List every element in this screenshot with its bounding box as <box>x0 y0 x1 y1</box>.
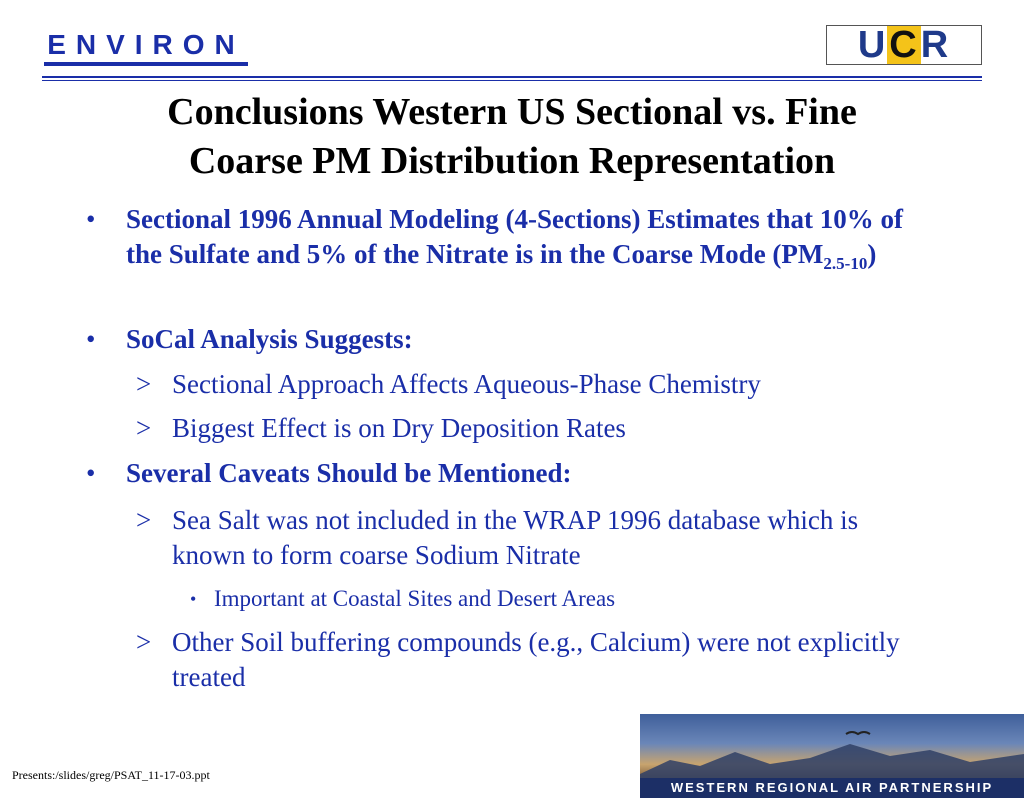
bullet-dot-icon: • <box>86 458 96 488</box>
bullet-dot-icon: • <box>86 324 96 354</box>
bullet-dot-icon: • <box>86 204 96 234</box>
sub-bullet-text: Sectional Approach Affects Aqueous-Phase Chemistry <box>172 369 761 399</box>
environ-logo-text: ENVIRON <box>47 29 245 60</box>
footer-file-path: Presents:/slides/greg/PSAT_11-17-03.ppt <box>12 768 210 782</box>
sub-sub-bullet-text: Important at Coastal Sites and Desert Areas <box>214 586 616 611</box>
arrow-marker-icon: > <box>136 413 152 443</box>
slide-title-line-2: Coarse PM Distribution Representation <box>188 140 836 182</box>
header-divider <box>42 76 982 78</box>
sub-bullet-text: Sea Salt was not included in the WRAP 1996 database which is known to form coarse Sodium Nitrate <box>172 505 859 570</box>
arrow-marker-icon: > <box>136 627 152 657</box>
environ-logo-underline <box>44 62 248 66</box>
arrow-marker-icon: > <box>136 505 152 535</box>
environ-logo <box>44 28 248 68</box>
ucr-logo-c: C <box>889 24 919 66</box>
bullet-text-end: ) <box>867 239 877 269</box>
slide-title-line-1: Conclusions Western US Sectional vs. Fine <box>167 91 857 133</box>
bullet-text: SoCal Analysis Suggests: <box>126 324 413 354</box>
bullet-text-main: Sectional 1996 Annual Modeling (4-Sections) Estimates that 10% of the Sulfate and 5% of the Nitrate is in the Coarse Mode (PM <box>126 204 904 269</box>
arrow-marker-icon: > <box>136 369 152 399</box>
sub-bullet-text: Biggest Effect is on Dry Deposition Rates <box>172 413 626 443</box>
slide-title <box>60 88 964 186</box>
header-divider-thin <box>42 80 982 81</box>
bullet-text <box>126 202 936 272</box>
ucr-logo-r: R <box>920 24 951 66</box>
ucr-logo-text <box>827 26 981 64</box>
sub-bullet-text: Other Soil buffering compounds (e.g., Calcium) were not explicitly treated <box>172 627 900 692</box>
small-dot-icon: • <box>190 589 197 609</box>
ucr-logo <box>826 25 982 65</box>
ucr-logo-u: U <box>857 24 888 66</box>
wrap-logo-text: WESTERN REGIONAL AIR PARTNERSHIP <box>670 780 994 795</box>
bullet-text: Several Caveats Should be Mentioned: <box>126 458 572 488</box>
pm-subscript: 2.5-10 <box>823 254 868 273</box>
wrap-logo <box>640 714 1024 798</box>
